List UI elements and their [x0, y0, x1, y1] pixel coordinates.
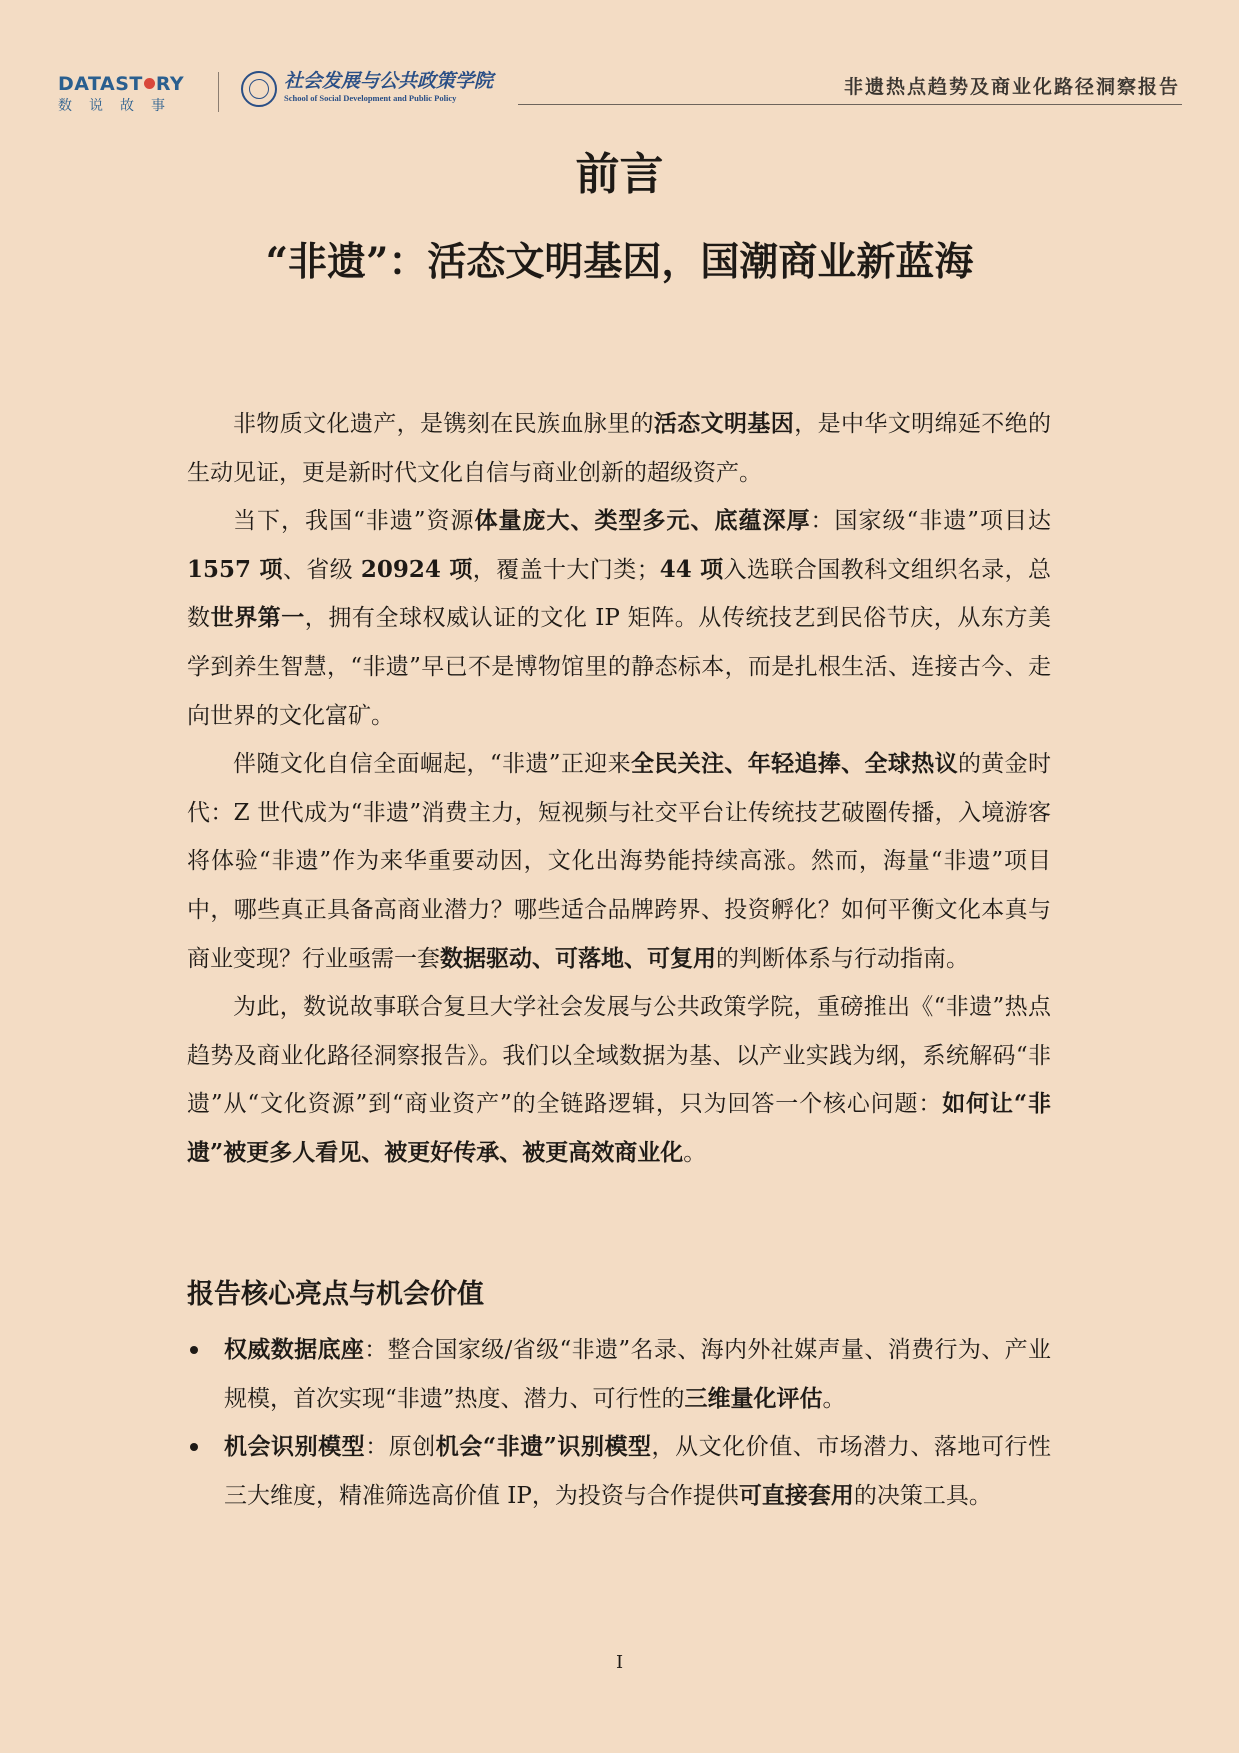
emphasis-text: 三维量化评估	[684, 1384, 823, 1412]
text-run: 为此，数说故事联合复旦大学社会发展与公共政策学院，重磅推出《“非遗”热点趋势及商业化路径洞察报告》。我们以全域数据为基、以产业实践为纲，系统解码“非遗”从“文化资源”到“商业资产”的全链路逻辑，只为回答一个核心问题：	[187, 994, 1051, 1118]
emphasis-text: 活态文明基因	[653, 410, 795, 437]
paragraph	[187, 983, 1051, 1177]
emphasis-text: 1557 项	[187, 555, 283, 583]
datastory-logo	[58, 74, 193, 115]
text-run: 入选联合国教科文组织名录，总数	[187, 556, 1052, 632]
university-seal-icon	[241, 71, 277, 107]
emphasis-text: 机会“非遗”识别模型	[435, 1433, 652, 1461]
text-run: ，拥有全球权威认证的文化 IP 矩阵。从传统技艺到民俗节庆，从东方美学到养生智慧，“非遗”早已不是博物馆里的静态标本，而是扎根生活、连接古今、走向世界的文化富矿。	[187, 605, 1052, 729]
text-run: ，是中华文明绵延不绝的生动见证，更是新时代文化自信与商业创新的超级资产。	[187, 411, 1052, 486]
text-run: ，覆盖十大门类；	[472, 556, 660, 583]
emphasis-text: 可直接套用	[738, 1481, 854, 1509]
text-run: 伴随文化自信全面崛起，“非遗”正迎来	[233, 751, 631, 778]
school-logo	[284, 70, 493, 104]
text-run: 。	[683, 1139, 707, 1166]
list-item	[187, 1326, 1051, 1423]
emphasis-text: 数据驱动、可落地、可复用	[440, 944, 716, 972]
report-title: 非遗热点趋势及商业化路径洞察报告	[843, 76, 1180, 98]
text-run: ：原创	[365, 1434, 436, 1461]
emphasis-text: 如何让“非遗”被更多人看见、被更好传承、被更高效商业化	[187, 1090, 1051, 1166]
brand-en-right: RY	[155, 73, 185, 95]
bullet-icon	[190, 1346, 198, 1354]
section-heading: 报告核心亮点与机会价值	[187, 1279, 484, 1310]
paragraph	[187, 400, 1051, 497]
logo-dot-icon	[144, 78, 155, 89]
text-run: ：国家级“非遗”项目达	[810, 508, 1051, 535]
emphasis-text: 44 项	[659, 555, 724, 583]
header-divider	[218, 72, 219, 112]
page-subtitle: “非遗”：活态文明基因，国潮商业新蓝海	[265, 239, 974, 285]
page-header	[58, 66, 1182, 116]
bullet-icon	[190, 1443, 198, 1451]
highlights-list	[187, 1326, 1051, 1520]
text-run: 、省级	[282, 556, 361, 583]
text-run: ：整合国家级/省级“非遗”名录、海内外社媒声量、消费行为、产业规模，首次实现“非遗”热度、潜力、可行性的	[224, 1337, 1052, 1412]
emphasis-text: 全民关注、年轻追捧、全球热议	[630, 750, 958, 778]
preface-body	[187, 400, 1051, 1178]
brand-logotype	[58, 74, 193, 94]
page-title: 前言	[575, 149, 664, 200]
text-run: 非物质文化遗产，是镌刻在民族血脉里的	[233, 411, 654, 437]
list-item	[187, 1423, 1051, 1520]
school-name-en: School of Social Development and Public Policy	[284, 93, 457, 103]
emphasis-text: 机会识别模型	[224, 1433, 366, 1461]
text-run: 。	[822, 1385, 846, 1412]
brand-en-left: DATAST	[58, 73, 143, 95]
text-run: 的黄金时代：Z 世代成为“非遗”消费主力，短视频与社交平台让传统技艺破圈传播，入境游客将体验“非遗”作为来华重要动因，文化出海势能持续高涨。然而，海量“非遗”项目中，哪些真正具备高商业潜力？哪些适合品牌跨界、投资孵化？如何平衡文化本真与商业变现？行业亟需一套	[187, 751, 1052, 972]
emphasis-text: 20924 项	[360, 555, 473, 583]
page-number: I	[615, 1652, 624, 1673]
text-run: ，从文化价值、市场潜力、落地可行性三大维度，精准筛选高价值 IP，为投资与合作提供	[224, 1434, 1052, 1509]
emphasis-text: 体量庞大、类型多元、底蕴深厚	[474, 507, 811, 535]
text-run: 当下，我国“非遗”资源	[233, 508, 475, 535]
emphasis-text: 权威数据底座	[224, 1336, 365, 1363]
school-name-cn: 社会发展与公共政策学院	[284, 70, 494, 92]
emphasis-text: 世界第一	[210, 604, 305, 632]
header-rule	[518, 104, 1182, 105]
brand-cn: 数说故事	[58, 98, 182, 114]
paragraph	[187, 497, 1051, 740]
text-run: 的判断体系与行动指南。	[716, 945, 969, 972]
text-run: 的决策工具。	[853, 1482, 992, 1509]
paragraph	[187, 740, 1051, 983]
